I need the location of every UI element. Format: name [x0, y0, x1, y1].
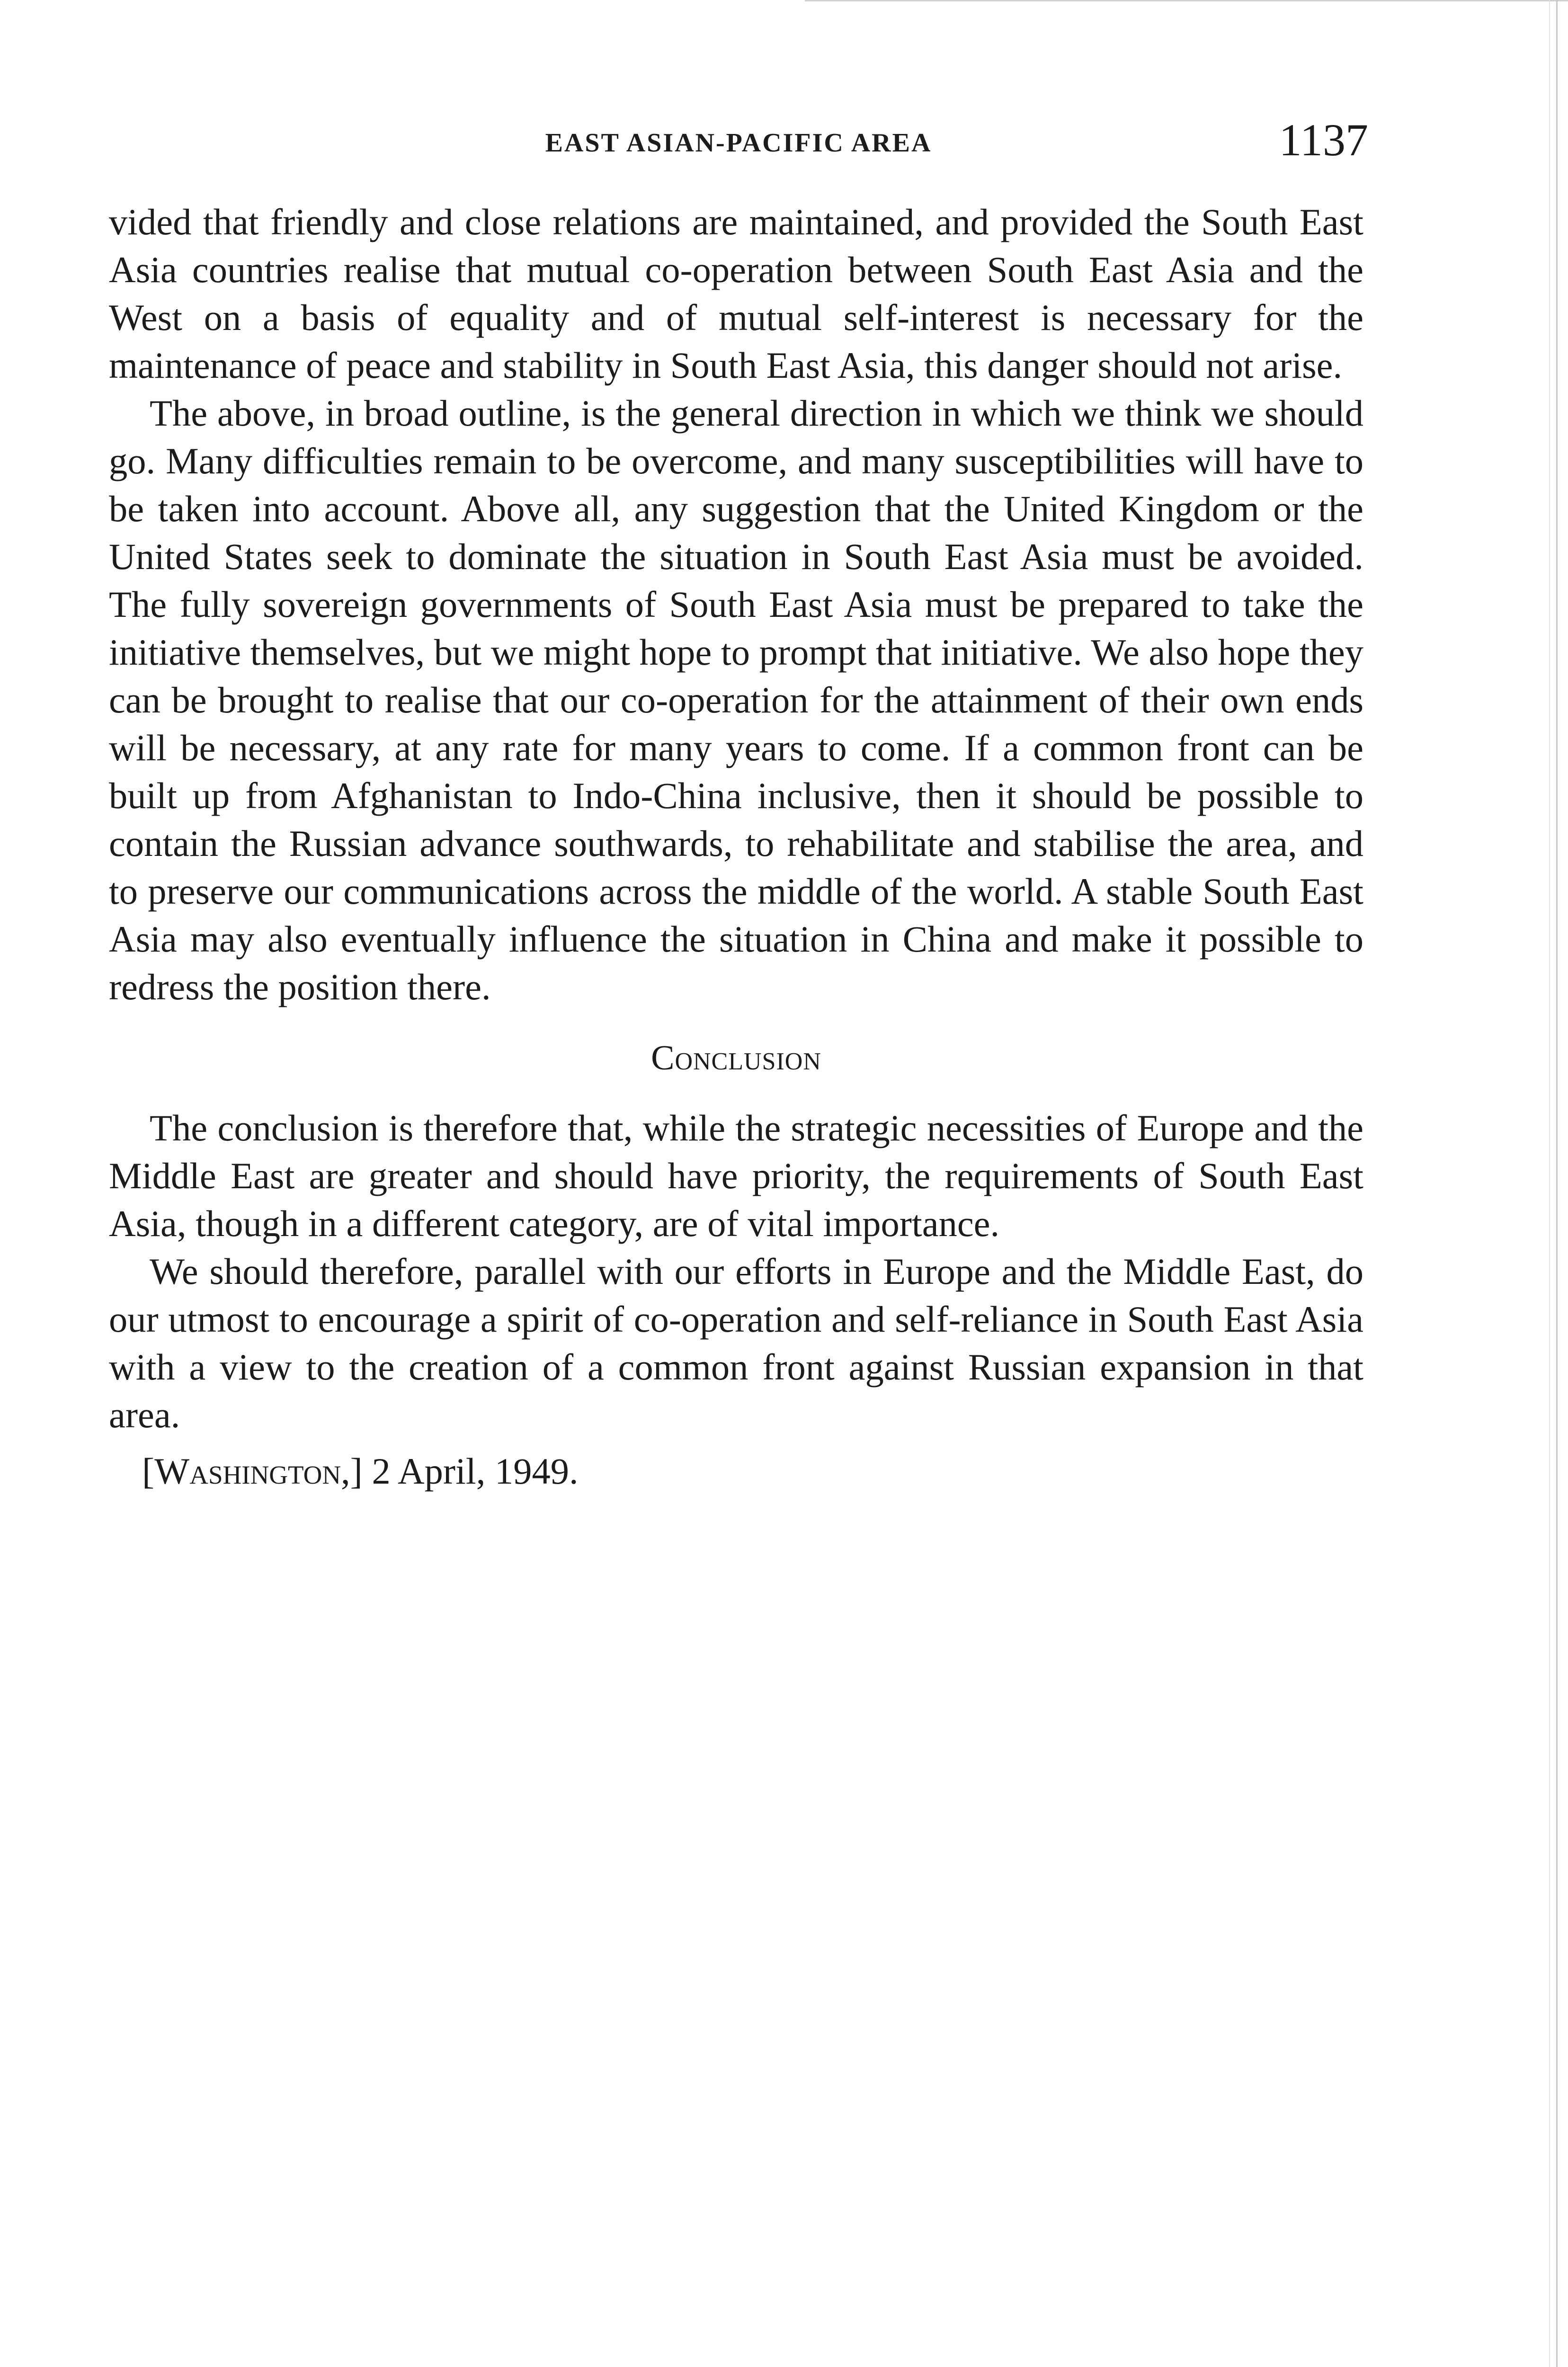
dateline-place: [Washington,]	[142, 1450, 363, 1492]
section-heading: Conclusion	[651, 1039, 821, 1077]
paragraph-continued: vided that friendly and close relations are maintained, and provided the South East Asia countries realise that mutual co-operation between South East Asia and the West on a basis of equality and of mutual self-interest is necessary for the maintenance of peace and stability in South East Asia, this danger should not arise.	[109, 201, 1363, 386]
right-edge-line-inner	[1549, 0, 1550, 2367]
page-header	[109, 114, 1368, 170]
right-edge-line	[1556, 0, 1558, 2367]
dateline	[109, 1447, 1363, 1495]
body-text	[109, 198, 1363, 1495]
top-edge-line	[805, 0, 1568, 1]
paragraph: We should therefore, parallel with our efforts in Europe and the Middle East, do our utmost to encourage a spirit of co-operation and self-reliance in South East Asia with a view to the creation of a common front against Russian expansion in that area.	[109, 1251, 1363, 1435]
paragraph: The conclusion is therefore that, while the strategic necessities of Europe and the Middle East are greater and should have priority, the requirements of South East Asia, though in a different category, are of vital importance.	[109, 1107, 1363, 1244]
dateline-date: 2 April, 1949.	[372, 1450, 579, 1492]
paragraph: The above, in broad outline, is the general direction in which we think we should go. Many difficulties remain to be overcome, and many susceptibilities will have to be taken into account. Above all, any suggestion that the United Kingdom or the United States seek to dominate the situation in South East Asia must be avoided. The fully sovereign governments of South East Asia must be prepared to take the initiative themselves, but we might hope to prompt that initiative. We also hope they can be brought to realise that our co-operation for the attainment of their own ends will be necessary, at any rate for many years to come. If a common front can be built up from Afghanistan to Indo-China inclusive, then it should be possible to contain the Russian advance southwards, to rehabilitate and stabilise the area, and to preserve our communications across the middle of the world. A stable South East Asia may also eventually influence the situation in China and make it possible to redress the position there.	[109, 392, 1363, 1007]
page-number: 1137	[1279, 115, 1368, 165]
running-head: EAST ASIAN-PACIFIC AREA	[545, 128, 932, 158]
